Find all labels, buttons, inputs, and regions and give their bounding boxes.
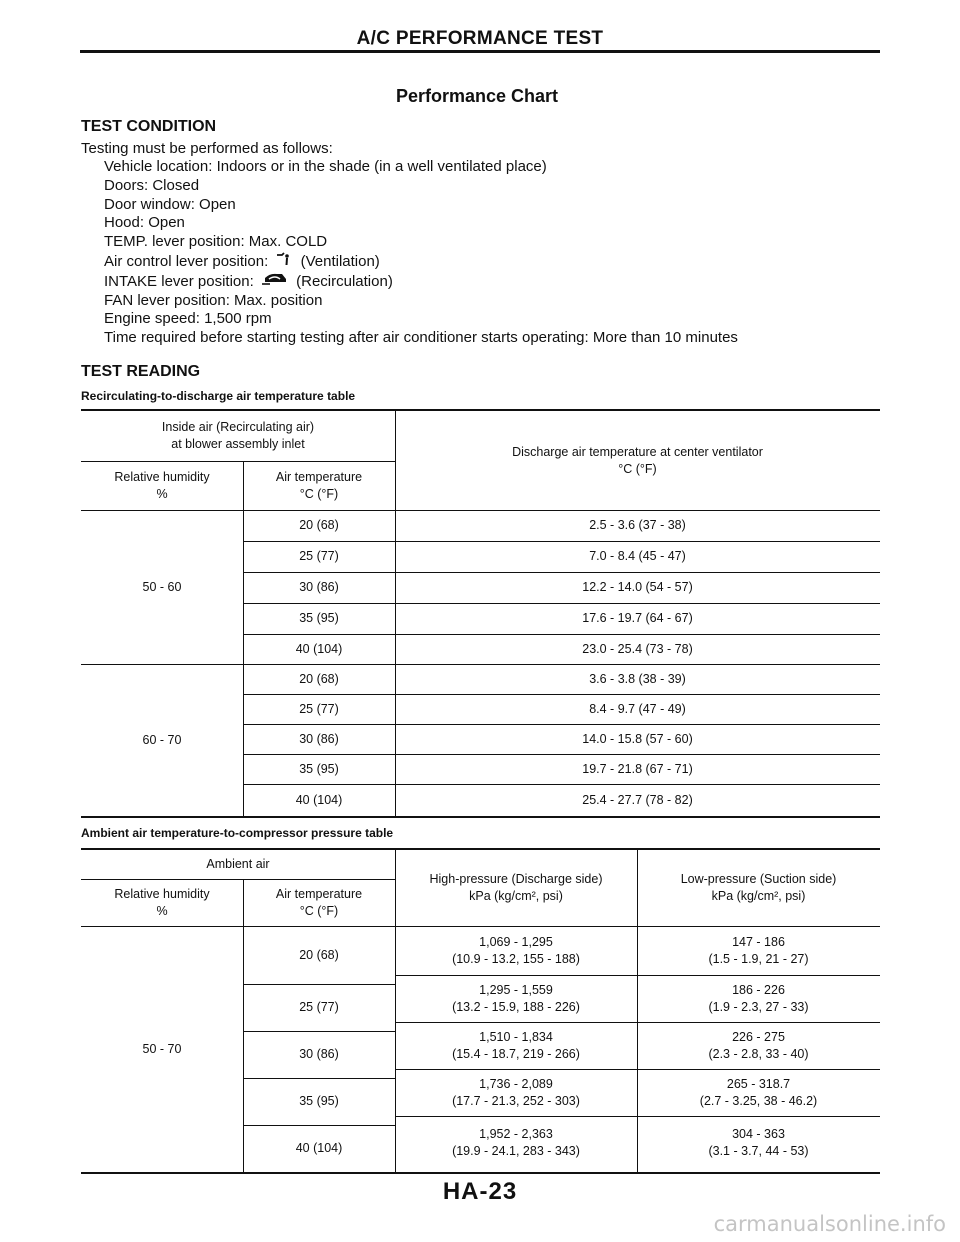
door-window: Door window: Open bbox=[104, 195, 236, 213]
table2-caption: Ambient air temperature-to-compressor pressure table bbox=[81, 826, 394, 840]
table1-discharge-cell: 23.0 - 25.4 (73 - 78) bbox=[582, 641, 693, 656]
table1-top-rule bbox=[81, 409, 880, 411]
table1-humidity-group: 60 - 70 bbox=[142, 732, 182, 747]
table1-humidity-group: 50 - 60 bbox=[142, 579, 182, 594]
intake-mode: (Recirculation) bbox=[296, 272, 393, 290]
table1-air-temp-cell: 40 (104) bbox=[295, 792, 343, 807]
recirculation-icon bbox=[262, 272, 288, 292]
table2-top-rule bbox=[81, 848, 880, 850]
intake-lever-position bbox=[104, 272, 738, 292]
table1-caption: Recirculating-to-discharge air temperature table bbox=[81, 389, 356, 403]
table2-col-low-pressure: Low-pressure (Suction side) kPa (kg/cm², psi) bbox=[680, 871, 837, 903]
table1-discharge-cell: 25.4 - 27.7 (78 - 82) bbox=[582, 792, 693, 807]
table1-air-temp-cell: 30 (86) bbox=[299, 580, 339, 594]
table2-bottom-rule bbox=[81, 1172, 880, 1174]
time-required: Time required before starting testing after air conditioner starts operating: More than 10 minutes bbox=[104, 329, 738, 347]
chart-title: Performance Chart bbox=[396, 86, 559, 106]
doors: Doors: Closed bbox=[104, 176, 200, 194]
table2-humidity-group: 50 - 70 bbox=[142, 1041, 182, 1056]
air-control-label: Air control lever position: bbox=[104, 252, 269, 270]
ventilation-icon bbox=[276, 252, 292, 272]
table1-col-humidity: Relative humidity % bbox=[114, 469, 210, 501]
intake-label: INTAKE lever position: bbox=[104, 272, 254, 290]
temp-lever-position: TEMP. lever position: Max. COLD bbox=[104, 233, 328, 251]
table1-col-discharge: Discharge air temperature at center ventilator °C (°F) bbox=[512, 444, 763, 476]
test-reading-heading: TEST READING bbox=[81, 363, 201, 380]
table2-group-header: Ambient air bbox=[206, 856, 270, 871]
table2-low-pressure-cell: 265 - 318.7 (2.7 - 3.25, 38 - 46.2) bbox=[699, 1076, 818, 1108]
page-title: A/C PERFORMANCE TEST bbox=[356, 28, 604, 49]
fan-lever-position: FAN lever position: Max. position bbox=[104, 291, 323, 309]
table2-group-rule bbox=[81, 879, 395, 880]
table1-discharge-cell: 14.0 - 15.8 (57 - 60) bbox=[582, 731, 693, 746]
table2-low-pressure-cell: 147 - 186 (1.5 - 1.9, 21 - 27) bbox=[708, 934, 809, 966]
table1-group-header: Inside air (Recirculating air) at blower assembly inlet bbox=[161, 420, 315, 451]
table1-air-temp-cell: 25 (77) bbox=[299, 701, 339, 716]
air-control-lever-position bbox=[104, 252, 738, 272]
table1-col-air-temp: Air temperature °C (°F) bbox=[275, 469, 363, 501]
test-condition-lead: Testing must be performed as follows: bbox=[81, 140, 333, 157]
table1-air-temp-cell: 30 (86) bbox=[299, 731, 339, 746]
table1-air-temp-cell: 20 (68) bbox=[299, 671, 339, 686]
table2-col-humidity: Relative humidity % bbox=[114, 886, 210, 918]
table2-air-temp-cell: 30 (86) bbox=[299, 1047, 339, 1061]
table1-discharge-cell: 12.2 - 14.0 (54 - 57) bbox=[582, 580, 693, 594]
table1-group-rule bbox=[81, 461, 395, 462]
table2-col-air-temp: Air temperature °C (°F) bbox=[275, 886, 363, 918]
table2-air-temp-cell: 25 (77) bbox=[299, 1000, 339, 1014]
table2-air-temp-cell: 40 (104) bbox=[295, 1141, 343, 1155]
title-rule bbox=[80, 50, 880, 53]
table2-high-pressure-cell: 1,510 - 1,834 (15.4 - 18.7, 219 - 266) bbox=[452, 1029, 580, 1061]
table2-low-pressure-cell: 226 - 275 (2.3 - 2.8, 33 - 40) bbox=[708, 1029, 809, 1061]
engine-speed: Engine speed: 1,500 rpm bbox=[104, 310, 272, 328]
vehicle-location: Vehicle location: Indoors or in the shade (in a well ventilated place) bbox=[104, 158, 547, 175]
test-condition-heading: TEST CONDITION bbox=[81, 118, 217, 135]
table1-discharge-cell: 7.0 - 8.4 (45 - 47) bbox=[589, 549, 686, 563]
air-control-mode: (Ventilation) bbox=[300, 252, 380, 270]
test-condition-list bbox=[104, 158, 738, 348]
table2-col-high-pressure: High-pressure (Discharge side) kPa (kg/cm², psi) bbox=[429, 871, 603, 903]
table2-low-pressure-cell: 304 - 363 (3.1 - 3.7, 44 - 53) bbox=[708, 1127, 809, 1158]
table1-discharge-cell: 17.6 - 19.7 (64 - 67) bbox=[582, 611, 693, 625]
table1-discharge-cell: 8.4 - 9.7 (47 - 49) bbox=[589, 701, 686, 716]
table1-air-temp-cell: 40 (104) bbox=[295, 641, 343, 656]
table1-bottom-rule bbox=[81, 816, 880, 818]
table1-air-temp-cell: 35 (95) bbox=[299, 761, 339, 776]
table1-air-temp-cell: 25 (77) bbox=[299, 549, 339, 563]
table2-high-pressure-cell: 1,069 - 1,295 (10.9 - 13.2, 155 - 188) bbox=[452, 934, 580, 966]
table1-discharge-cell: 19.7 - 21.8 (67 - 71) bbox=[582, 761, 693, 776]
table1-discharge-cell: 2.5 - 3.6 (37 - 38) bbox=[589, 518, 686, 532]
table1-air-temp-cell: 20 (68) bbox=[299, 518, 339, 532]
table1-air-temp-cell: 35 (95) bbox=[299, 611, 339, 625]
table2-high-pressure-cell: 1,952 - 2,363 (19.9 - 24.1, 283 - 343) bbox=[452, 1127, 580, 1158]
table2-air-temp-cell: 20 (68) bbox=[299, 947, 339, 962]
watermark: carmanualsonline.info bbox=[713, 1212, 946, 1236]
table2-air-temp-cell: 35 (95) bbox=[299, 1094, 339, 1108]
page-number: HA-23 bbox=[442, 1178, 518, 1205]
table2-high-pressure-cell: 1,736 - 2,089 (17.7 - 21.3, 252 - 303) bbox=[452, 1076, 580, 1108]
table2-high-pressure-cell: 1,295 - 1,559 (13.2 - 15.9, 188 - 226) bbox=[452, 982, 580, 1014]
table1-discharge-cell: 3.6 - 3.8 (38 - 39) bbox=[589, 671, 686, 686]
table2-low-pressure-cell: 186 - 226 (1.9 - 2.3, 27 - 33) bbox=[708, 982, 809, 1014]
hood: Hood: Open bbox=[104, 214, 185, 232]
